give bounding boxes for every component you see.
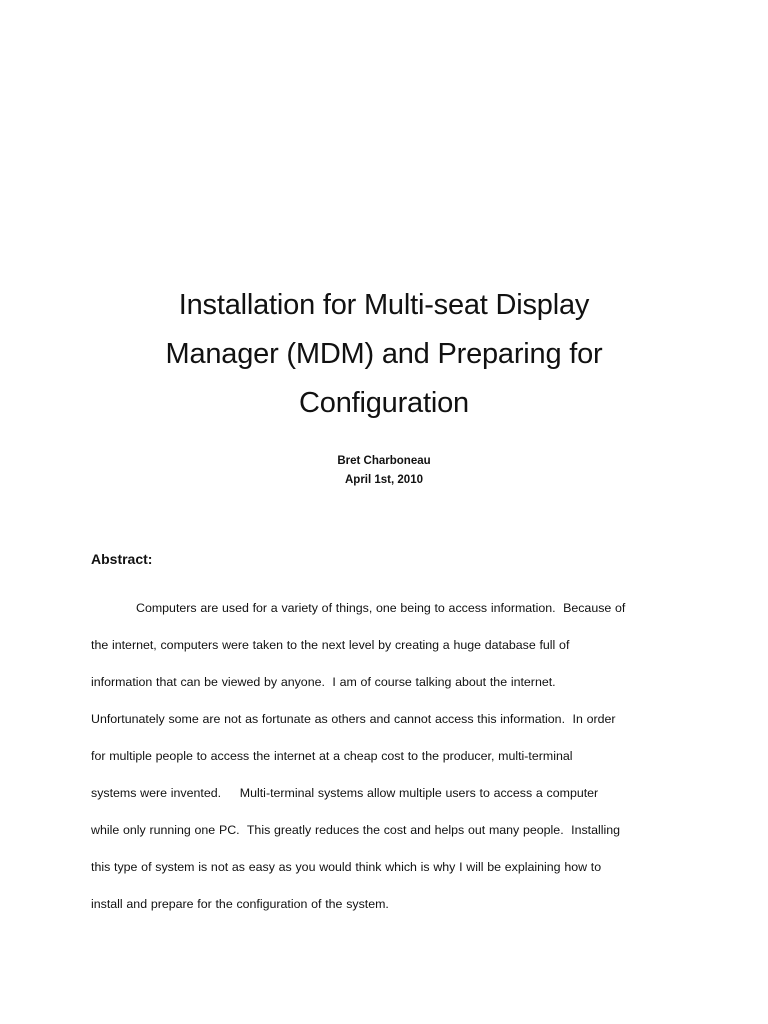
abstract-line: while only running one PC. This greatly reduces the cost and helps out many people. Installing: [91, 823, 621, 837]
publication-date: April 1st, 2010: [345, 474, 423, 486]
document-title: [84, 281, 684, 428]
abstract-heading: Abstract:: [91, 551, 153, 567]
abstract-line: this type of system is not as easy as you would think which is why I will be explaining how to: [91, 860, 602, 874]
author-block: [184, 452, 584, 490]
abstract-line: install and prepare for the configuration of the system.: [91, 897, 389, 911]
abstract-paragraph: [91, 590, 691, 923]
abstract-line: Computers are used for a variety of things, one being to access information. Because of: [136, 601, 626, 615]
author-name: Bret Charboneau: [337, 455, 431, 467]
title-line: Manager (MDM) and Preparing for: [165, 338, 603, 370]
abstract-line: for multiple people to access the internet at a cheap cost to the producer, multi-terminal: [91, 749, 573, 763]
title-line: Configuration: [299, 387, 469, 419]
abstract-line: information that can be viewed by anyone. I am of course talking about the internet.: [91, 675, 556, 689]
abstract-line: systems were invented. Multi-terminal systems allow multiple users to access a computer: [91, 786, 599, 800]
abstract-line: the internet, computers were taken to the next level by creating a huge database full of: [91, 638, 570, 652]
title-line: Installation for Multi-seat Display: [178, 289, 590, 321]
abstract-line: Unfortunately some are not as fortunate as others and cannot access this information. In order: [91, 712, 616, 726]
